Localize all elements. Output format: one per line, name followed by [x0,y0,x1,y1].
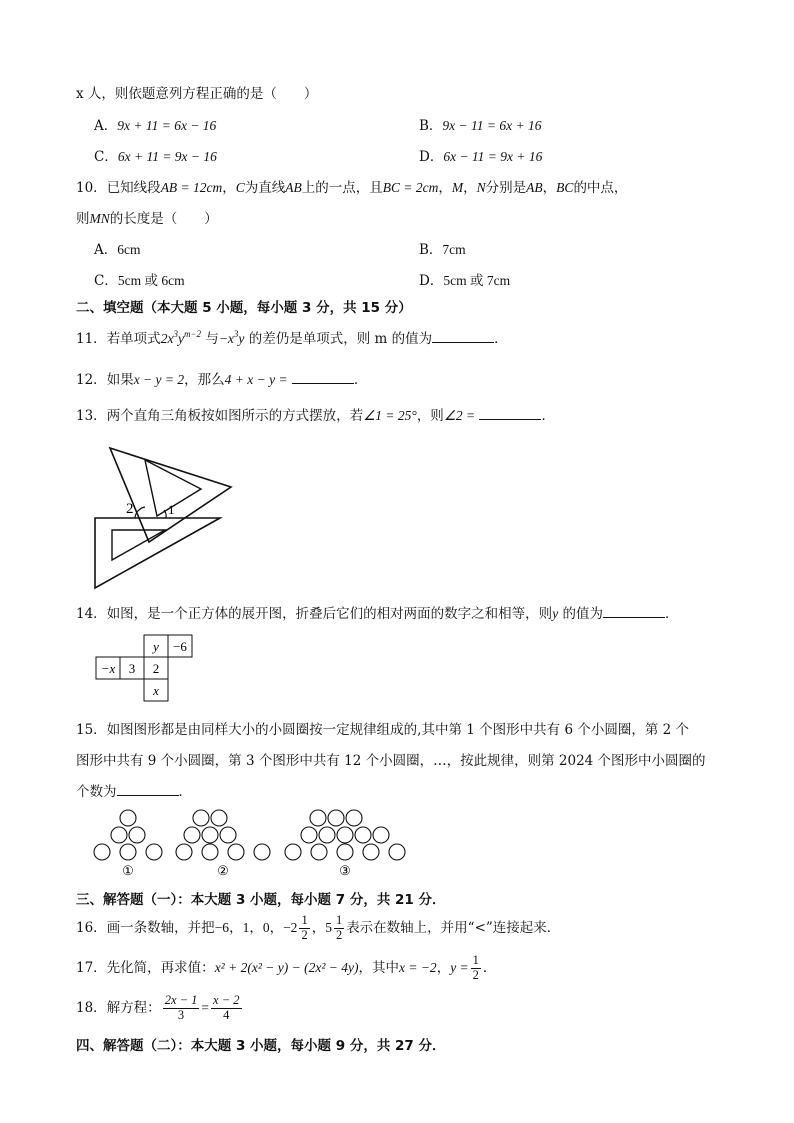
small-circle [346,810,362,826]
net-negx: −x [100,661,116,676]
lower-set-square [95,518,220,588]
small-circle [355,827,371,843]
small-circle [94,844,110,860]
q13: 13．两个直角三角板按如图所示的方式摆放，若∠1 = 25°，则∠2 = ． [76,408,555,424]
net-x: x [153,683,159,698]
small-circle [184,827,200,843]
answer-blank[interactable] [479,407,541,420]
small-circle [202,827,218,843]
answer-blank[interactable] [117,783,179,796]
lower-set-square-hole [112,530,165,560]
answer-blank[interactable] [292,371,354,384]
small-circle [389,844,405,860]
small-circle [285,844,301,860]
small-circle [319,827,335,843]
q15-line1: 15．如图图形都是由同样大小的小圆圈按一定规律组成的,其中第 1 个图形中共有 6 个小圆圈，第 2 个 [76,722,689,738]
set-squares-figure [88,430,258,592]
q12: 12．如果x − y = 2，那么4 + x − y = ． [76,372,368,388]
small-circle [202,844,218,860]
angle-1-label: 1 [168,502,175,517]
q9-option-d: D．6x − 11 = 9x + 16 [419,149,543,165]
circle-patterns-figure [88,808,418,878]
q10-option-d: D．5cm 或 7cm [419,273,511,289]
angle-2-label: 2 [126,501,134,517]
small-circle [337,844,353,860]
small-circle [111,827,127,843]
net-y: y [153,639,159,654]
q11: 11．若单项式$2x^3y^{m-2}$ 与$-x^3y$ 的差仍是单项式，则 m 的值为 ． [76,329,508,347]
upper-set-square [110,448,231,542]
section-4-title: 四、解答题（二）：本大题 3 小题，每小题 9 分，共 27 分． [76,1038,446,1054]
section-2-title: 二、填空题（本大题 5 小题，每小题 3 分，共 15 分） [76,300,412,316]
q16: 16．画一条数轴，并把−6，1，0，−2 $\frac{1}{2}$ ，5 $\frac{1}{2}$ 表示在数轴上，并用“<”连接起来． [76,913,561,942]
net-3: 3 [128,661,136,676]
small-circle [176,844,192,860]
q9-stem: x 人，则依题意列方程正确的是（ ） [76,86,318,102]
section-3-title: 三、解答题（一）：本大题 3 小题，每小题 7 分，共 21 分． [76,892,446,908]
small-circle [129,827,145,843]
q9-option-b: B．9x − 11 = 6x + 16 [419,118,542,134]
small-circle [146,844,162,860]
small-circle [310,810,326,826]
q10-line1: 10．已知线段AB = 12cm，C为直线AB上的一点，且BC = 2cm，M，N分别是AB，BC的中点， [76,180,628,196]
small-circle [211,810,227,826]
q10-line2: 则MN的长度是（ ） [76,211,218,227]
net-2: 2 [152,661,160,676]
figure-label-2: ② [217,863,229,878]
q10-option-a: A．6cm [94,242,141,258]
q9-option-a: A．9x + 11 = 6x − 16 [94,118,217,134]
small-circle [373,827,389,843]
q15-line3: 个数为 ． [76,784,192,800]
figure-label-1: ① [122,863,134,878]
net-neg6: −6 [173,639,187,654]
q15-line2: 图形中共有 9 个小圆圈，第 3 个图形中共有 12 个小圆圈，…，按此规律，则第 2024 个图形中小圆圈的 [76,753,706,769]
small-circle [120,810,136,826]
q14: 14．如图，是一个正方体的展开图，折叠后它们的相对两面的数字之和相等，则y 的值为 ． [76,606,679,622]
answer-blank[interactable] [603,605,665,618]
small-circle [337,827,353,843]
q18: 18．解方程： $\frac{2x - 1}{3}$ = $\frac{x - 2}{4}$ [76,993,240,1022]
small-circle [301,827,317,843]
figure-label-3: ③ [339,863,351,878]
small-circle [120,844,136,860]
q10-option-b: B．7cm [419,242,466,258]
angle-2-arc [135,507,145,518]
q10-option-c: C．5cm 或 6cm [94,273,185,289]
answer-blank[interactable] [432,330,494,343]
small-circle [228,844,244,860]
cube-net-figure [92,634,194,706]
q17: 17．先化简，再求值：x² + 2(x² − y) − (2x² − 4y)，其中x = −2，y = $\frac{1}{2}$ ． [76,953,497,982]
q9-option-c: C．6x + 11 = 9x − 16 [94,149,217,165]
small-circle [193,810,209,826]
small-circle [363,844,379,860]
small-circle [220,827,236,843]
small-circle [311,844,327,860]
small-circle [254,844,270,860]
small-circle [328,810,344,826]
